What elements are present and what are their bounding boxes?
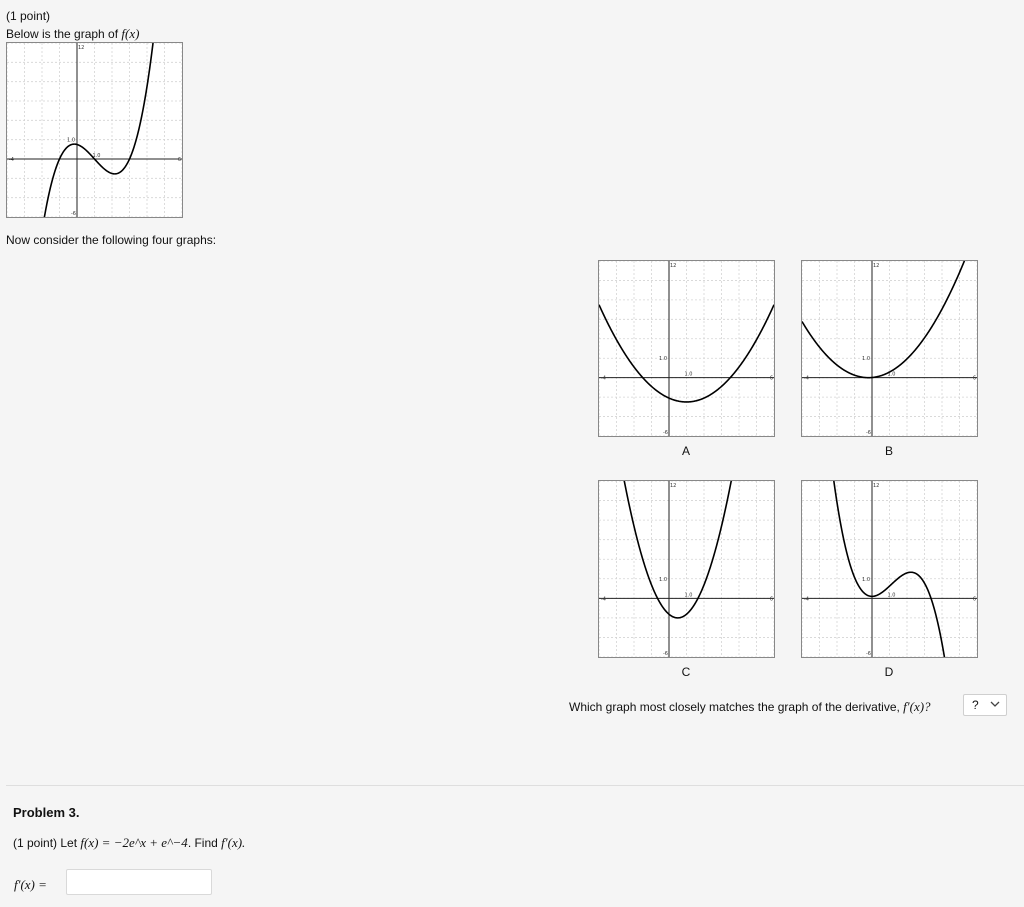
- derivative-answer-input[interactable]: [66, 869, 212, 895]
- ymax-label: 12: [873, 483, 880, 489]
- graph-f: [6, 42, 183, 218]
- xtick-label: 1.0: [887, 592, 896, 599]
- graph-D-label: D: [884, 665, 894, 679]
- ymax-label: 12: [670, 263, 677, 269]
- problem-points: (1 point): [6, 9, 51, 23]
- ymin-label: -6: [663, 651, 668, 657]
- answer-label: f′(x) =: [14, 877, 47, 892]
- xmin-label: -4: [804, 375, 809, 382]
- ymin-label: -6: [663, 430, 668, 436]
- graph-f-canvas: [7, 43, 182, 217]
- graph-A-canvas: [599, 261, 774, 436]
- graph-B: [801, 260, 978, 437]
- question-math: f′(x)?: [903, 699, 931, 714]
- xmax-label: 6: [972, 596, 976, 603]
- graph-A-label: A: [681, 444, 690, 458]
- xmax-label: 6: [769, 375, 773, 382]
- ymax-label: 12: [873, 263, 880, 269]
- curve: [44, 43, 154, 217]
- intro-text: Below is the graph of: [6, 27, 119, 41]
- ymin-label: -6: [71, 211, 76, 217]
- xmin-label: -4: [601, 596, 606, 603]
- derivative-graph-select[interactable]: [963, 694, 1007, 716]
- problem3-statement: [13, 835, 245, 851]
- graph-D: [801, 480, 978, 658]
- grid: [7, 43, 182, 217]
- grid: [802, 481, 977, 657]
- graph-B-label: B: [884, 444, 893, 458]
- xmax-label: 6: [177, 157, 181, 163]
- problem3-points: (1 point) Let: [13, 836, 78, 850]
- intro-math: f(x): [121, 26, 140, 41]
- graph-B-canvas: [802, 261, 977, 436]
- xtick-label: 1.0: [684, 592, 693, 599]
- ymax-label: 12: [78, 45, 85, 51]
- ytick-label: 1.0: [659, 576, 667, 583]
- problem3-function: f(x) = −2e^x + e^−4: [80, 835, 188, 850]
- graph-C-canvas: [599, 481, 774, 657]
- ytick-label: 1.0: [67, 137, 75, 144]
- xmin-label: -4: [9, 157, 14, 163]
- xmax-label: 6: [972, 375, 976, 382]
- grid: [599, 481, 774, 657]
- problem3-title: Problem 3.: [13, 805, 80, 820]
- problem3-find-math: f′(x).: [221, 835, 246, 850]
- problem3-find-text: . Find: [187, 836, 218, 850]
- question-text: Which graph most closely matches the graph of the derivative,: [569, 700, 900, 714]
- graph-C-label: C: [681, 665, 691, 679]
- ytick-label: 1.0: [862, 576, 870, 583]
- grid: [802, 261, 977, 436]
- consider-text: Now consider the following four graphs:: [6, 233, 217, 247]
- xtick-label: 1.0: [887, 371, 896, 378]
- question-line: [569, 699, 931, 715]
- xtick-label: 1.0: [92, 153, 101, 159]
- ymin-label: -6: [866, 651, 871, 657]
- ymin-label: -6: [866, 430, 871, 436]
- xtick-label: 1.0: [684, 371, 693, 378]
- graph-A: [598, 260, 775, 437]
- ymax-label: 12: [670, 483, 677, 489]
- xmin-label: -4: [804, 596, 809, 603]
- grid: [599, 261, 774, 436]
- section-divider: [6, 785, 1024, 786]
- curve: [624, 481, 733, 618]
- ytick-label: 1.0: [862, 356, 870, 363]
- ytick-label: 1.0: [659, 356, 667, 363]
- graph-D-canvas: [802, 481, 977, 657]
- select-value: ?: [972, 698, 979, 712]
- xmax-label: 6: [769, 596, 773, 603]
- chevron-down-icon: [990, 700, 1000, 708]
- xmin-label: -4: [601, 375, 606, 382]
- graph-C: [598, 480, 775, 658]
- intro-line: [6, 26, 139, 42]
